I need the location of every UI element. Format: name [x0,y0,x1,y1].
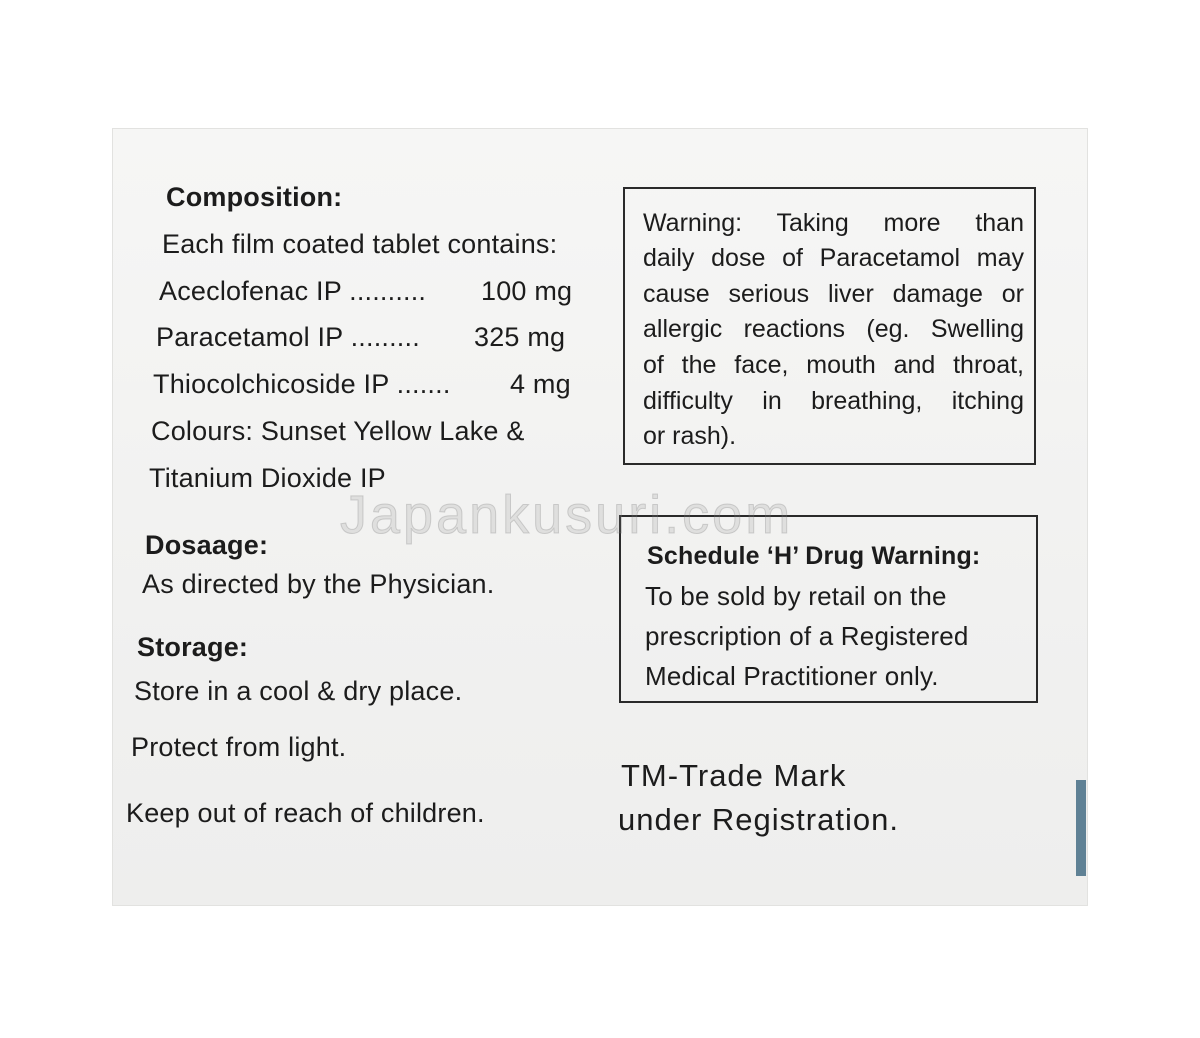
warning-line: Warning: Taking more than [643,209,1024,237]
storage-line: Store in a cool & dry place. [134,676,463,706]
ingredient-name: Aceclofenac IP .......... [159,276,427,306]
warning-line: difficulty in breathing, itching [643,387,1024,415]
dosage-text: As directed by the Physician. [142,569,495,599]
colours-line: Titanium Dioxide IP [149,463,386,493]
schedule-h-line: prescription of a Registered [645,621,969,651]
warning-line: daily dose of Paracetamol may [643,244,1024,272]
warning-line: of the face, mouth and throat, [643,351,1024,379]
ingredient-name: Paracetamol IP ......... [156,322,420,352]
ingredient-amount: 100 mg [481,276,573,306]
warning-line: allergic reactions (eg. Swelling [643,315,1024,343]
warning-line: cause serious liver damage or [643,280,1024,308]
ingredient-name: Thiocolchicoside IP ....... [153,369,451,399]
warning-line: or rash). [643,422,737,450]
ingredient-amount: 4 mg [510,369,571,399]
carton-edge-stripe [1076,780,1086,876]
dosage-heading: Dosaage: [145,530,269,560]
trademark-line: TM-Trade Mark [621,758,847,793]
storage-line: Protect from light. [131,732,347,762]
trademark-line: under Registration. [618,802,899,837]
storage-line: Keep out of reach of children. [126,798,485,828]
storage-heading: Storage: [137,632,249,662]
schedule-h-line: Medical Practitioner only. [645,661,939,691]
colours-line: Colours: Sunset Yellow Lake & [151,416,525,446]
composition-heading: Composition: [166,182,343,212]
ingredient-amount: 325 mg [474,322,566,352]
schedule-h-line: To be sold by retail on the [645,581,947,611]
site-watermark: Japankusuri.com [340,485,794,545]
schedule-h-heading: Schedule ‘H’ Drug Warning: [647,542,981,570]
composition-intro: Each film coated tablet contains: [162,229,558,259]
